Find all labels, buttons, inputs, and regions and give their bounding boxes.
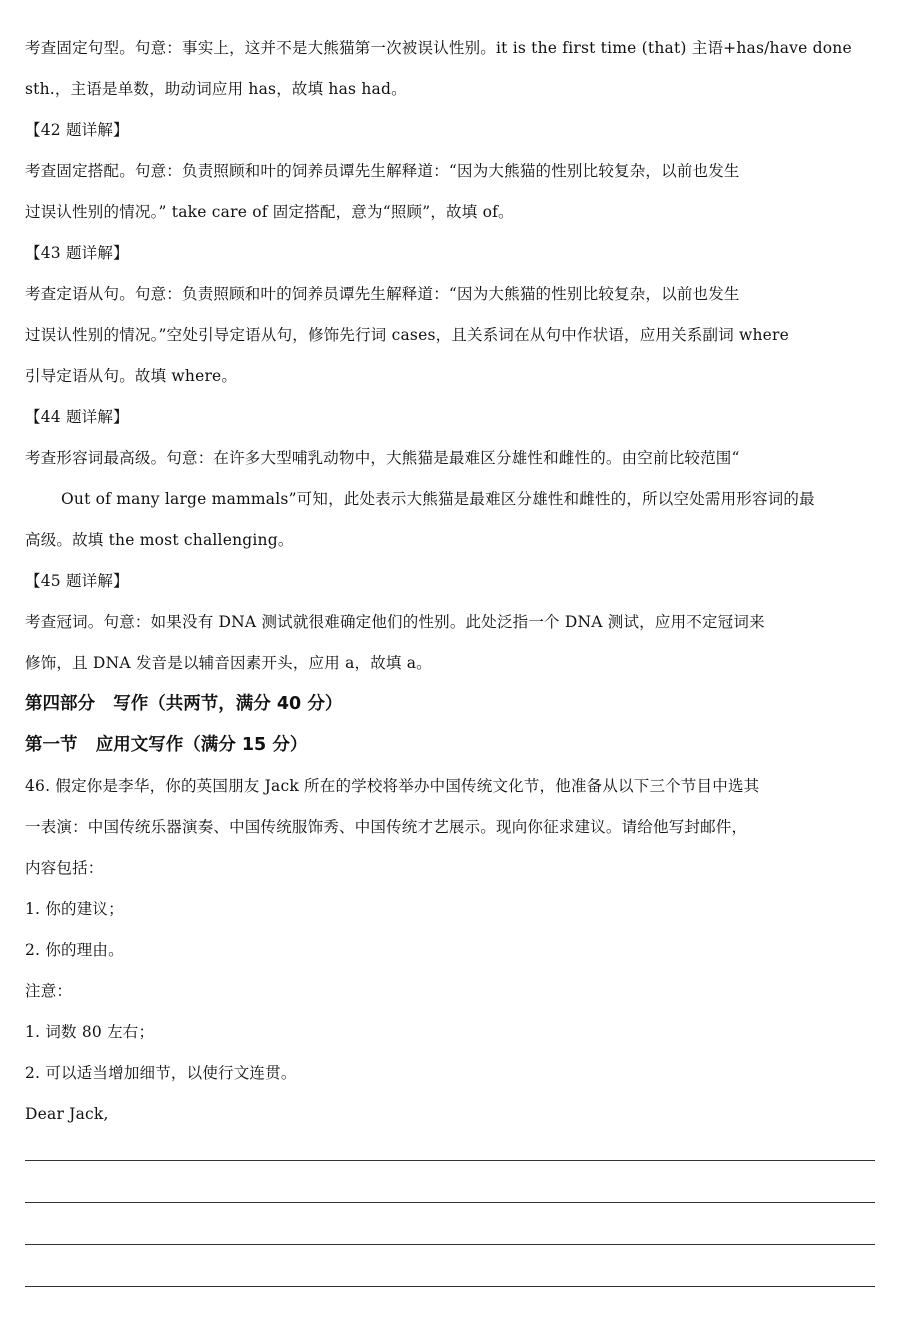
writing-line: [25, 1286, 875, 1287]
question-46-prompt-line-2: 一表演：中国传统乐器演奏、中国传统服饰秀、中国传统才艺展示。现向你征求建议。请给他写封邮件，: [25, 818, 748, 836]
question-43-heading: 【43 题详解】: [25, 244, 129, 262]
note-item-1: 1. 词数 80 左右；: [25, 1023, 155, 1041]
requirement-item-2: 2. 你的理由。: [25, 941, 124, 959]
question-46-prompt-line-3: 内容包括：: [25, 859, 104, 877]
writing-area: [25, 1160, 875, 1328]
section-1-title: 第一节 应用文写作（满分 15 分）: [25, 735, 308, 755]
question-46-prompt-line-1: 46. 假定你是李华，你的英国朋友 Jack 所在的学校将举办中国传统文化节，他准备从以下三个节目中选其: [25, 777, 760, 795]
writing-line: [25, 1202, 875, 1203]
writing-line: [25, 1244, 875, 1245]
answer-45-explanation-line-2: 修饰，且 DNA 发音是以辅音因素开头，应用 a，故填 a。: [25, 654, 432, 672]
answer-45-explanation-line-1: 考查冠词。句意：如果没有 DNA 测试就很难确定他们的性别。此处泛指一个 DNA 测试，应用不定冠词来: [25, 613, 765, 631]
requirement-item-1: 1. 你的建议；: [25, 900, 124, 918]
answer-44-explanation-line-2: Out of many large mammals”可知，此处表示大熊猫是最难区分雄性和雌性的，所以空处需用形容词的最: [61, 490, 815, 508]
question-44-heading: 【44 题详解】: [25, 408, 129, 426]
answer-42-explanation-line-2: 过误认性别的情况。” take care of 固定搭配，意为“照顾”，故填 of。: [25, 203, 514, 221]
answer-43-explanation-line-2: 过误认性别的情况。”空处引导定语从句，修饰先行词 cases，且关系词在从句中作状语，应用关系副词 where: [25, 326, 790, 344]
question-42-heading: 【42 题详解】: [25, 121, 129, 139]
document-page: [25, 28, 875, 1135]
letter-greeting: Dear Jack,: [25, 1105, 109, 1123]
note-label: 注意：: [25, 982, 73, 1000]
answer-43-explanation-line-1: 考查定语从句。句意：负责照顾和叶的饲养员谭先生解释道：“因为大熊猫的性别比较复杂，以前也发生: [25, 285, 740, 303]
answer-41-explanation-line-1: 考查固定句型。句意：事实上，这并不是大熊猫第一次被误认性别。it is the first time (that) 主语+has/have done: [25, 39, 852, 57]
writing-line: [25, 1160, 875, 1161]
note-item-2: 2. 可以适当增加细节，以使行文连贯。: [25, 1064, 297, 1082]
answer-42-explanation-line-1: 考查固定搭配。句意：负责照顾和叶的饲养员谭先生解释道：“因为大熊猫的性别比较复杂，以前也发生: [25, 162, 740, 180]
question-45-heading: 【45 题详解】: [25, 572, 129, 590]
part-4-title: 第四部分 写作（共两节，满分 40 分）: [25, 694, 343, 714]
answer-43-explanation-line-3: 引导定语从句。故填 where。: [25, 367, 238, 385]
answer-44-explanation-line-1: 考查形容词最高级。句意：在许多大型哺乳动物中，大熊猫是最难区分雄性和雌性的。由空前比较范围“: [25, 449, 740, 467]
answer-44-explanation-line-3: 高级。故填 the most challenging。: [25, 531, 294, 549]
answer-41-explanation-line-2: sth.，主语是单数，助动词应用 has，故填 has had。: [25, 80, 407, 98]
